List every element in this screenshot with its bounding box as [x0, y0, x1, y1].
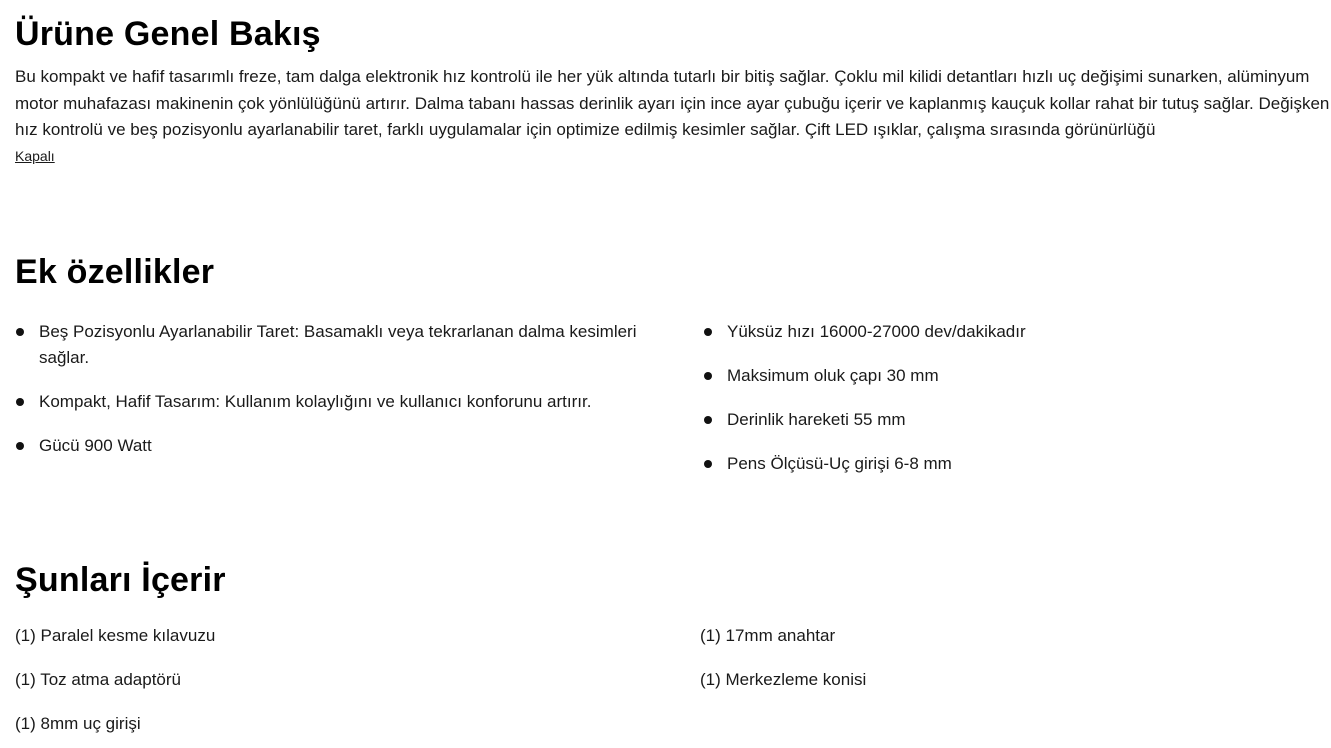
included-item: (1) Merkezleme konisi [700, 670, 867, 689]
includes-section [15, 560, 1331, 748]
bullet-icon [704, 416, 712, 424]
bullet-icon [704, 328, 712, 336]
bullet-icon [16, 442, 24, 450]
bullet-icon [704, 372, 712, 380]
included-item: (1) 8mm uç girişi [15, 714, 141, 733]
feature-item: Beş Pozisyonlu Ayarlanabilir Taret: Basamaklı veya tekrarlanan dalma kesimleri sağlar. [15, 319, 675, 371]
additional-features-section [15, 252, 1331, 479]
bullet-icon [16, 398, 24, 406]
features-list-left [15, 319, 675, 477]
overview-heading: Ürüne Genel Bakış [15, 15, 321, 53]
feature-item: Pens Ölçüsü-Uç girişi 6-8 mm [703, 451, 1323, 477]
includes-heading: Şunları İçerir [15, 561, 226, 599]
includes-column-left [15, 623, 215, 748]
overview-description: Bu kompakt ve hafif tasarımlı freze, tam dalga elektronik hız kontrolü ile her yük altında tutarlı bir bitiş sağlar. Çoklu mil kilidi detantları hızlı uç değişimi sunarken, alüminyum motor muhafazası makinenin çok yönlülüğünü artırır. Dalma tabanı hassas derinlik ayarı için ince ayar çubuğu içerir ve kaplanmış kauçuk kollar rahat bir tutuş sağlar. Değişken hız kontrolü ve beş pozisyonlu ayarlanabilir taret, farklı uygulamalar için optimize edilmiş kesimler sağlar. Çift LED ışıklar, çalışma sırasında görünürlüğü [15, 67, 1330, 139]
feature-item: Yüksüz hızı 16000-27000 dev/dakikadır [703, 319, 1323, 345]
collapse-toggle-link[interactable]: Kapalı [15, 148, 55, 164]
feature-item: Gücü 900 Watt [15, 433, 675, 459]
bullet-icon [16, 328, 24, 336]
feature-item: Kompakt, Hafif Tasarım: Kullanım kolaylığını ve kullanıcı konforunu artırır. [15, 389, 675, 415]
features-columns [15, 319, 1331, 479]
features-heading: Ek özellikler [15, 253, 215, 291]
included-item: (1) Toz atma adaptörü [15, 670, 181, 689]
product-overview-section [15, 14, 1331, 166]
features-list-right [703, 319, 1323, 495]
bullet-icon [704, 460, 712, 468]
includes-grid [15, 623, 1331, 748]
included-item: (1) 17mm anahtar [700, 626, 836, 645]
includes-column-right [700, 623, 866, 711]
feature-item: Derinlik hareketi 55 mm [703, 407, 1323, 433]
feature-item: Maksimum oluk çapı 30 mm [703, 363, 1323, 389]
included-item: (1) Paralel kesme kılavuzu [15, 626, 216, 645]
